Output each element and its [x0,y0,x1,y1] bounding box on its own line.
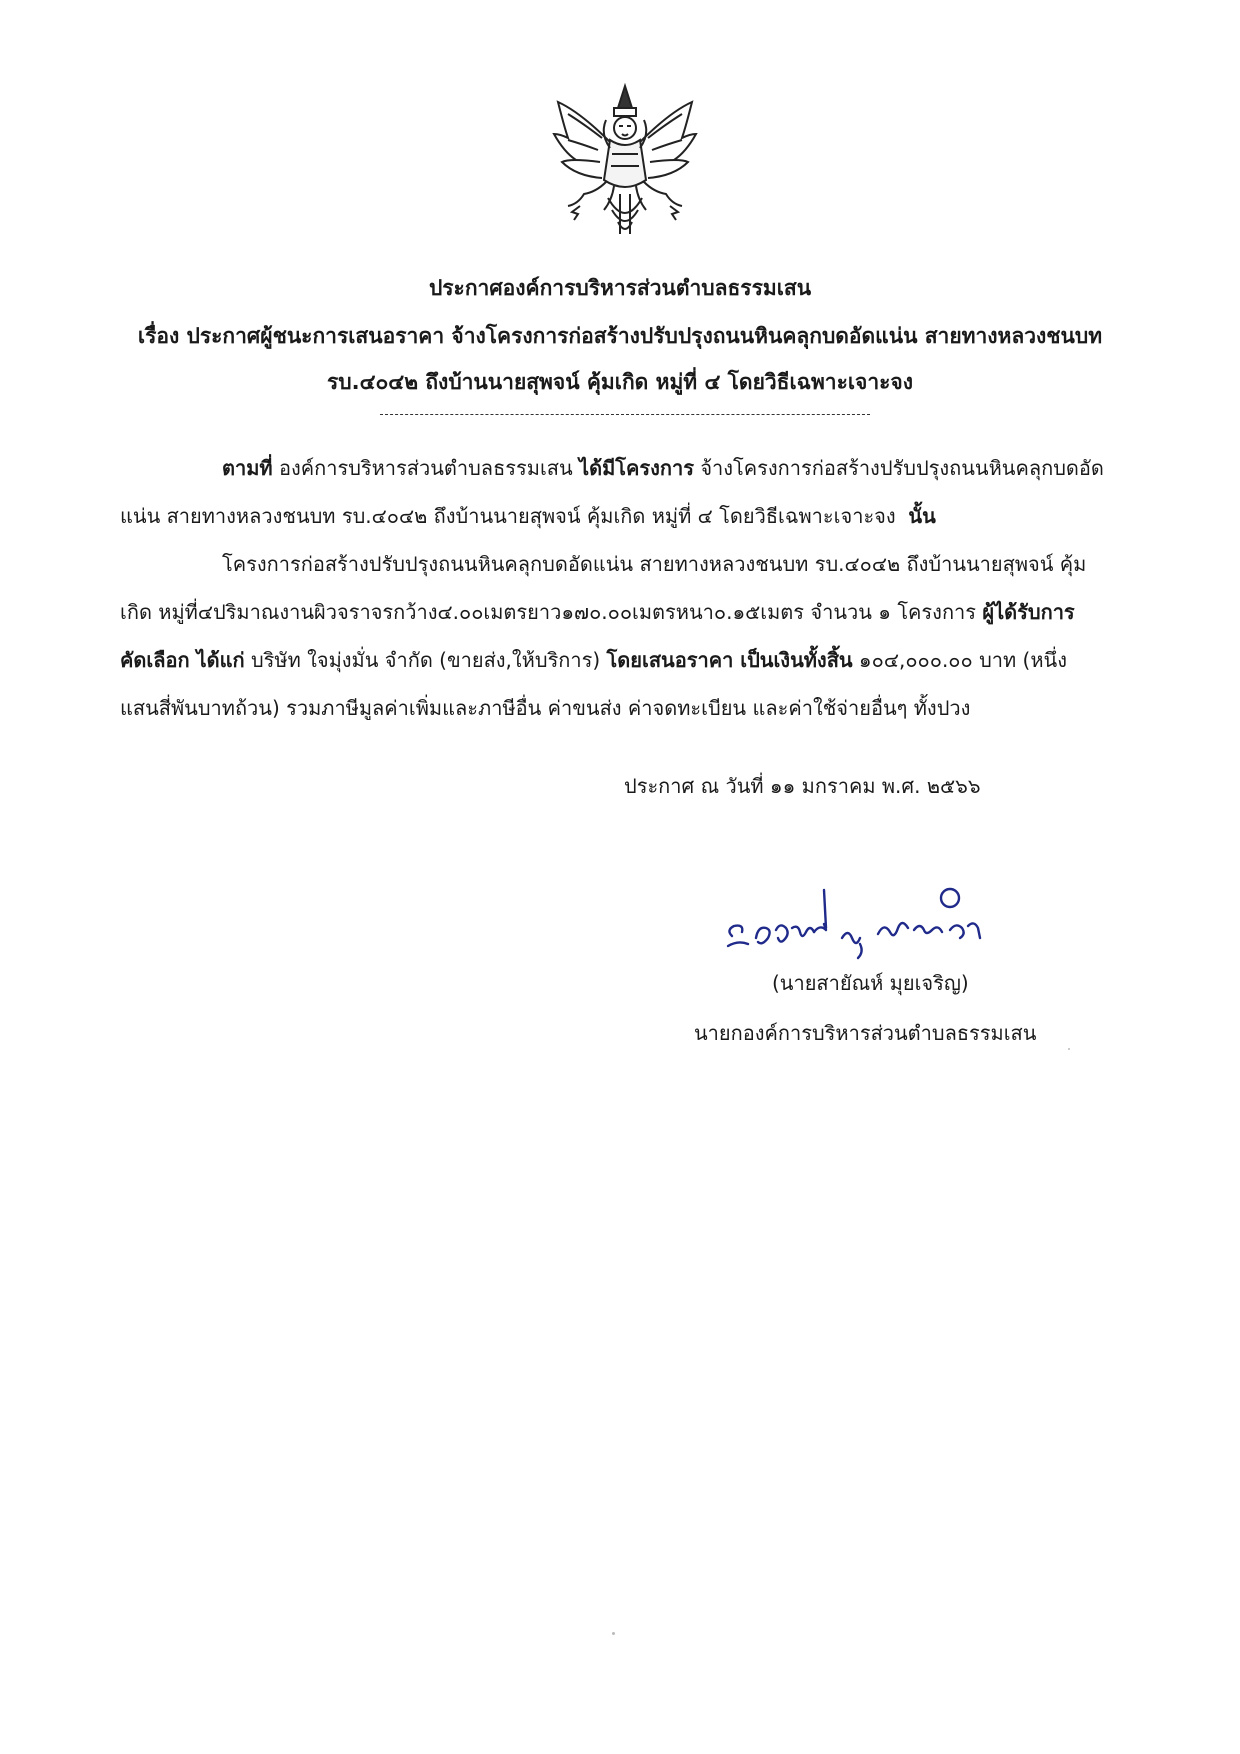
paragraph2-winner: บริษัท ใจมุ่งมั่น จำกัด (ขายส่ง,ให้บริการ) [244,648,607,672]
paragraph2-line1: โครงการก่อสร้างปรับปรุงถนนหินคลุกบดอัดแน่น สายทางหลวงชนบท รบ.๔๐๔๒ ถึงบ้านนายสุพจน์ คุ้ม [222,552,1087,576]
garuda-emblem-icon [540,78,710,248]
scan-speck [1068,1048,1070,1050]
paragraph2-line3 [120,646,1067,674]
paragraph2-line2 [120,598,1075,626]
scan-speck [612,1632,615,1635]
subject-line-1: เรื่อง ประกาศผู้ชนะการเสนอราคา จ้างโครงการก่อสร้างปรับปรุงถนนหินคลุกบดอัดแน่น สายทางหลวงชนบท [137,324,1103,348]
paragraph1-line2-text: แน่น สายทางหลวงชนบท รบ.๔๐๔๒ ถึงบ้านนายสุพจน์ คุ้มเกิด หมู่ที่ ๔ โดยวิธีเฉพาะเจาะจง [120,504,896,528]
paragraph1-line1 [222,454,1104,482]
signer-name: (นายสายัณห์ มุยเจริญ) [772,971,969,995]
signer-title: นายกองค์การบริหารส่วนตำบลธรรมเสน [694,1021,1037,1045]
paragraph1-org: องค์การบริหารส่วนตำบลธรรมเสน [272,456,580,480]
paragraph1-end: นั้น [908,504,936,528]
organization-title: ประกาศองค์การบริหารส่วนตำบลธรรมเสน [428,276,812,300]
paragraph2-price: ๑๐๔,๐๐๐.๐๐ บาท (หนึ่ง [852,648,1067,672]
subject-line-2: รบ.๔๐๔๒ ถึงบ้านนายสุพจน์ คุ้มเกิด หมู่ที่ ๔ โดยวิธีเฉพาะเจาะจง [327,370,913,394]
handwritten-signature [718,868,1038,978]
paragraph2-winner-label: คัดเลือก ได้แก่ [120,648,245,672]
paragraph2-line4: แสนสี่พันบาทถ้วน) รวมภาษีมูลค่าเพิ่มและภาษีอื่น ค่าขนส่ง ค่าจดทะเบียน และค่าใช้จ่ายอื่นๆ ทั้งปวง [120,696,971,720]
header-divider [380,414,870,415]
paragraph1-has-project: ได้มีโครงการ [579,456,694,480]
paragraph1-line2 [120,502,936,530]
paragraph2-selected-label: ผู้ได้รับการ [982,600,1075,624]
paragraph1-project: จ้างโครงการก่อสร้างปรับปรุงถนนหินคลุกบดอัด [693,456,1104,480]
paragraph1-lead: ตามที่ [222,456,273,480]
paragraph2-quantity: เกิด หมู่ที่๔ปริมาณงานผิวจราจรกว้าง๔.๐๐เมตรยาว๑๗๐.๐๐เมตรหนา๐.๑๕เมตร จำนวน ๑ โครงการ [120,600,983,624]
paragraph2-price-label: โดยเสนอราคา เป็นเงินทั้งสิ้น [606,648,853,672]
announcement-date: ประกาศ ณ วันที่ ๑๑ มกราคม พ.ศ. ๒๕๖๖ [624,774,981,798]
